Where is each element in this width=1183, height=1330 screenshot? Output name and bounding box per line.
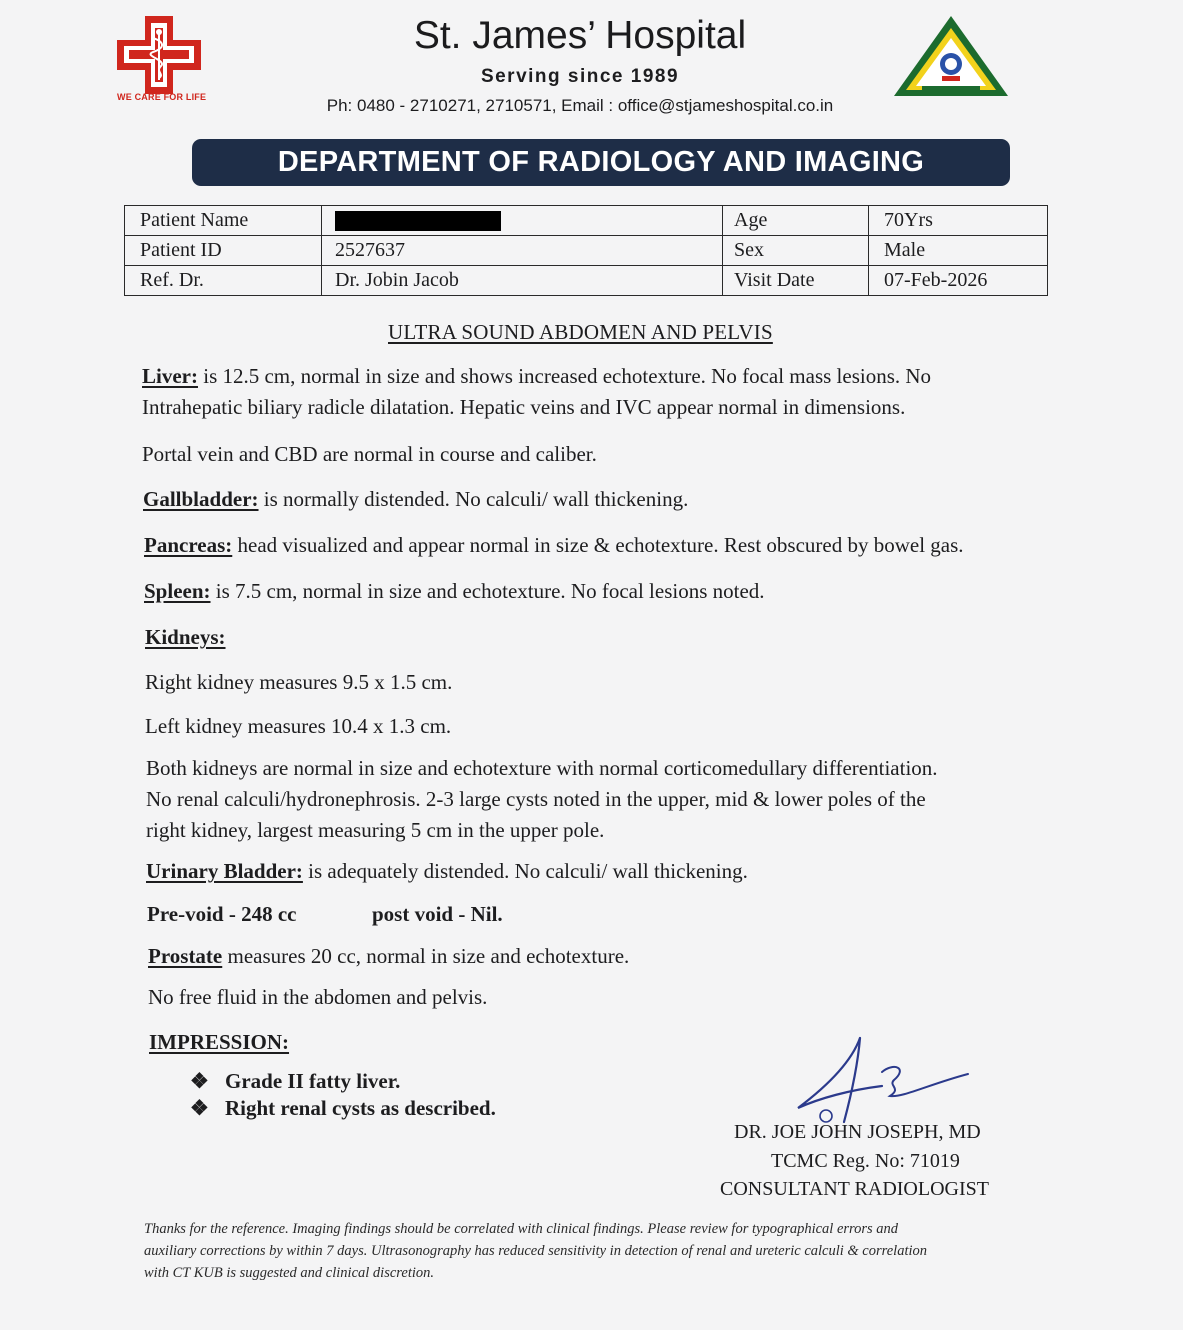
impression-item-2: Right renal cysts as described. [225,1096,496,1120]
department-banner: DEPARTMENT OF RADIOLOGY AND IMAGING [192,139,1010,186]
pancreas-heading: Pancreas: [144,533,233,557]
prostate-heading: Prostate [148,944,223,968]
nabh-seal-icon [892,14,1010,98]
spleen-heading: Spleen: [144,579,211,603]
gallbladder-text: is normally distended. No calculi/ wall thickening. [258,487,689,511]
patient-id-value: 2527637 [322,236,723,266]
prostate-finding [148,941,629,972]
impression-heading: IMPRESSION: [149,1030,290,1054]
patient-id-label: Patient ID [125,236,322,266]
registration-number: TCMC Reg. No: 71019 [771,1150,960,1172]
age-value: 70Yrs [869,206,1048,236]
liver-heading: Liver: [142,364,198,388]
disclaimer-line-3: with CT KUB is suggested and clinical discretion. [144,1265,434,1281]
patient-name-value [322,206,723,236]
report-title: ULTRA SOUND ABDOMEN AND PELVIS [388,320,773,344]
diamond-bullet-icon: ❖ [190,1069,209,1093]
kidneys-heading-text: Kidneys: [145,625,226,649]
liver-text-1: is 12.5 cm, normal in size and shows increased echotexture. No focal mass lesions. No [197,364,932,388]
table-row [125,206,1048,236]
disclaimer-line-2: auxiliary corrections by within 7 days. Ultrasonography has reduced sensitivity in detection of renal and ureteric calculi & correlation [144,1243,928,1259]
table-row [125,266,1048,296]
kidneys-text-2: No renal calculi/hydronephrosis. 2-3 large cysts noted in the upper, mid & lower poles of the [146,787,926,811]
liver-finding [142,361,931,423]
liver-text-2: Intrahepatic biliary radicle dilatation. Hepatic veins and IVC appear normal in dimensions. [142,395,906,419]
portal-finding: Portal vein and CBD are normal in course and caliber. [142,442,597,466]
ref-doctor-value: Dr. Jobin Jacob [322,266,723,296]
disclaimer [144,1218,1044,1284]
left-kidney-finding: Left kidney measures 10.4 x 1.3 cm. [145,714,452,738]
disclaimer-line-1: Thanks for the reference. Imaging findings should be correlated with clinical findings. Please review for typographical errors and [144,1221,899,1237]
bladder-finding [146,856,748,887]
age-label: Age [723,206,869,236]
sex-value: Male [869,236,1048,266]
signature-icon [790,1032,975,1124]
kidneys-text-1: Both kidneys are normal in size and echotexture with normal corticomedullary differentiation. [146,756,938,780]
bladder-heading: Urinary Bladder: [146,859,303,883]
diamond-bullet-icon: ❖ [190,1096,209,1120]
patient-name-label: Patient Name [125,206,322,236]
list-item [190,1068,496,1095]
patient-info-table [124,205,1048,296]
bladder-text: is adequately distended. No calculi/ wall thickening. [302,859,748,883]
visit-date-label: Visit Date [723,266,869,296]
ref-doctor-label: Ref. Dr. [125,266,322,296]
visit-date-value: 07-Feb-2026 [869,266,1048,296]
kidneys-text-3: right kidney, largest measuring 5 cm in the upper pole. [146,818,605,842]
impression-item-1: Grade II fatty liver. [225,1069,401,1093]
gallbladder-heading: Gallbladder: [143,487,259,511]
spleen-finding [144,576,765,607]
contact-info: Ph: 0480 - 2710271, 2710571, Email : office@stjameshospital.co.in [326,96,834,115]
spleen-text: is 7.5 cm, normal in size and echotexture. No focal lesions noted. [210,579,765,603]
sex-label: Sex [723,236,869,266]
pancreas-text: head visualized and appear normal in size & echotexture. Rest obscured by bowel gas. [232,533,964,557]
right-kidney-finding: Right kidney measures 9.5 x 1.5 cm. [145,670,453,694]
kidneys-finding [146,753,938,846]
free-fluid-finding: No free fluid in the abdomen and pelvis. [148,985,488,1009]
gallbladder-finding [143,484,688,515]
serving-since: Serving since 1989 [480,66,680,87]
table-row [125,236,1048,266]
radiologist-name: DR. JOE JOHN JOSEPH, MD [734,1121,981,1143]
pancreas-finding [144,530,964,561]
list-item [190,1095,496,1122]
prostate-text: measures 20 cc, normal in size and echotexture. [222,944,630,968]
kidneys-heading [145,622,226,653]
redaction-bar [335,211,501,231]
hospital-name: St. James’ Hospital [413,14,747,57]
impression-list [190,1068,496,1122]
radiologist-role: CONSULTANT RADIOLOGIST [720,1178,989,1200]
prevoid-volume: Pre-void - 248 cc [147,902,297,926]
postvoid-volume: post void - Nil. [372,902,503,926]
logo-tagline: WE CARE FOR LIFE [117,92,207,102]
